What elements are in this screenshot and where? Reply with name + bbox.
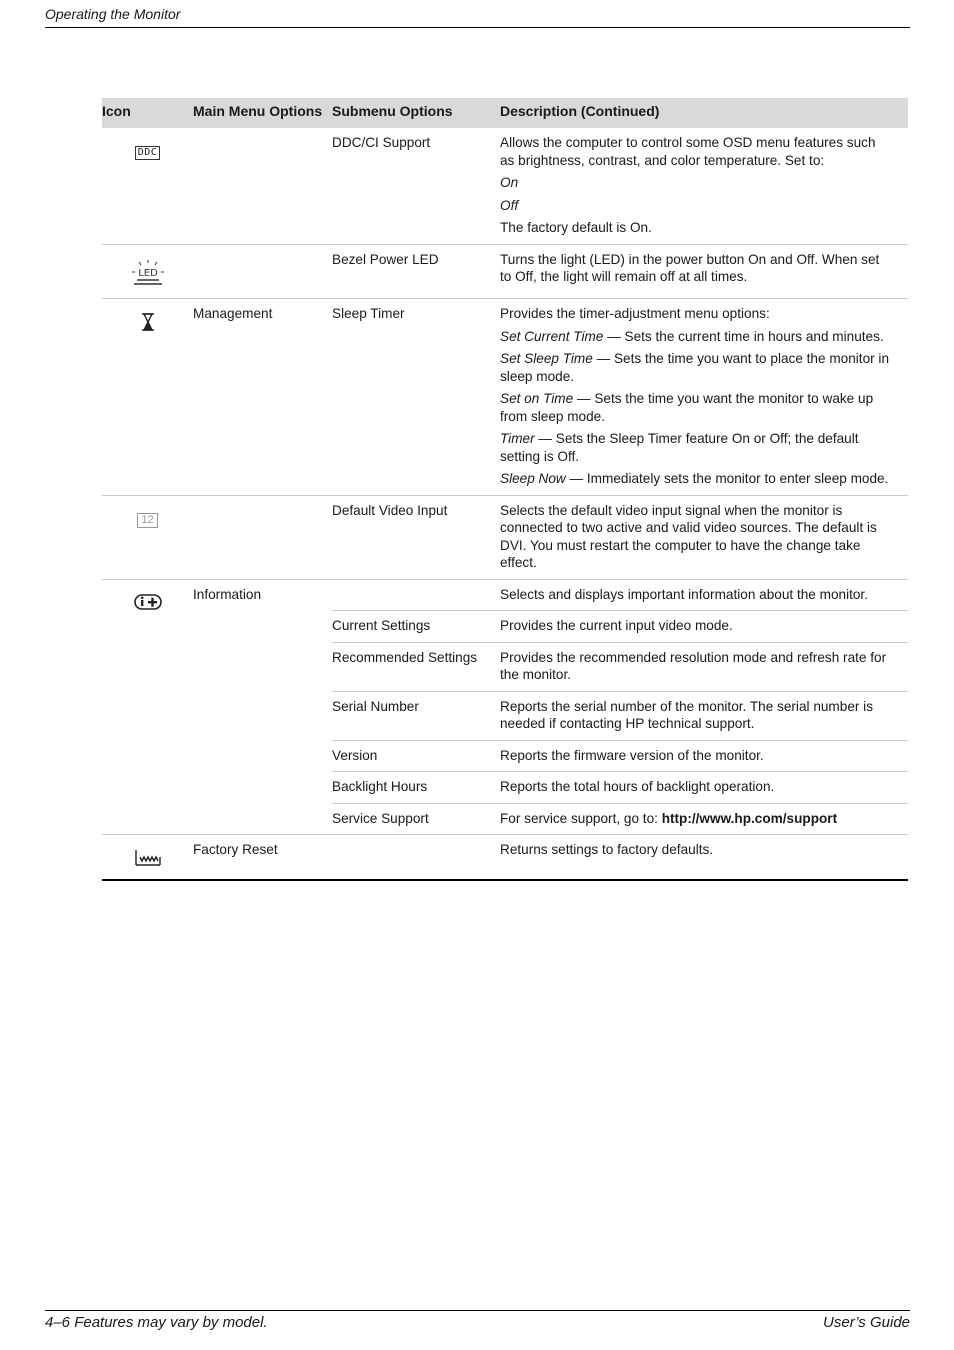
description: Reports the serial number of the monitor. The serial number is needed if contacting HP technical support. <box>500 691 908 740</box>
information-icon <box>134 594 162 615</box>
footer-left: 4–6 Features may vary by model. <box>45 1314 268 1331</box>
submenu-option: Bezel Power LED <box>332 244 500 299</box>
page-footer <box>45 1310 910 1331</box>
description: Allows the computer to control some OSD menu features such as brightness, contrast, and color temperature. Set to: On Off The factory default is On. <box>500 128 908 244</box>
col-header-sub: Submenu Options <box>332 98 500 128</box>
support-link[interactable]: http://www.hp.com/support <box>661 810 838 826</box>
led-icon <box>131 259 165 292</box>
col-header-icon: Icon <box>102 98 193 128</box>
description: For service support, go to: http://www.hp.com/support <box>500 803 908 835</box>
submenu-option: Sleep Timer <box>332 299 500 496</box>
submenu-option: Recommended Settings <box>332 642 500 691</box>
submenu-option: Backlight Hours <box>332 772 500 804</box>
video-input-icon: 12 <box>137 513 157 528</box>
description: Returns settings to factory defaults. <box>500 835 908 880</box>
submenu-option: DDC/CI Support <box>332 135 431 150</box>
hourglass-icon <box>141 313 155 336</box>
table-row <box>102 495 908 579</box>
factory-reset-icon <box>134 849 162 872</box>
option-on: On <box>500 175 519 190</box>
table-row <box>102 128 908 244</box>
option-off: Off <box>500 197 519 213</box>
main-menu-option: Management <box>193 299 332 496</box>
osd-menu-table <box>102 98 908 881</box>
col-header-desc: Description (Continued) <box>500 98 908 128</box>
description: Provides the current input video mode. <box>500 611 908 643</box>
description: Selects the default video input signal when the monitor is connected to two active and valid video sources. The default is DVI. You must restart the computer to have the change take effect. <box>500 495 908 579</box>
table-row <box>102 244 908 299</box>
submenu-option: Default Video Input <box>332 495 500 579</box>
description: Turns the light (LED) in the power button On and Off. When set to Off, the light will remain off at all times. <box>500 244 908 299</box>
col-header-main: Main Menu Options <box>193 98 332 128</box>
header-title: Operating the Monitor <box>45 6 181 22</box>
submenu-option: Service Support <box>332 803 500 835</box>
description: Selects and displays important information about the monitor. <box>500 579 908 611</box>
main-menu-option: Factory Reset <box>193 835 332 880</box>
svg-text:LED: LED <box>137 267 158 279</box>
table-row <box>102 299 908 496</box>
submenu-option: Current Settings <box>332 611 500 643</box>
description: Reports the firmware version of the monitor. <box>500 740 908 772</box>
description: Provides the recommended resolution mode and refresh rate for the monitor. <box>500 642 908 691</box>
ddc-icon: DDC <box>135 146 161 160</box>
submenu-option: Serial Number <box>332 691 500 740</box>
page-header <box>45 6 910 28</box>
table-row <box>102 835 908 880</box>
footer-right: User’s Guide <box>823 1314 910 1331</box>
main-menu-option: Information <box>193 579 332 835</box>
description: Reports the total hours of backlight operation. <box>500 772 908 804</box>
table-row <box>102 579 908 611</box>
description: Provides the timer-adjustment menu options: Set Current Time — Sets the current time in hours and minutes. Set Sleep Time — Sets the time you want to place the monitor in sleep mode. Set on Time — Sets the time you want the monitor to wake up from sleep mode. Timer — Sets the Sleep Timer feature On or Off; the default setting is Off. Sleep Now — Immediately sets the monitor to enter sleep mode. <box>500 299 908 496</box>
submenu-option: Version <box>332 740 500 772</box>
table-header-row <box>102 98 908 128</box>
